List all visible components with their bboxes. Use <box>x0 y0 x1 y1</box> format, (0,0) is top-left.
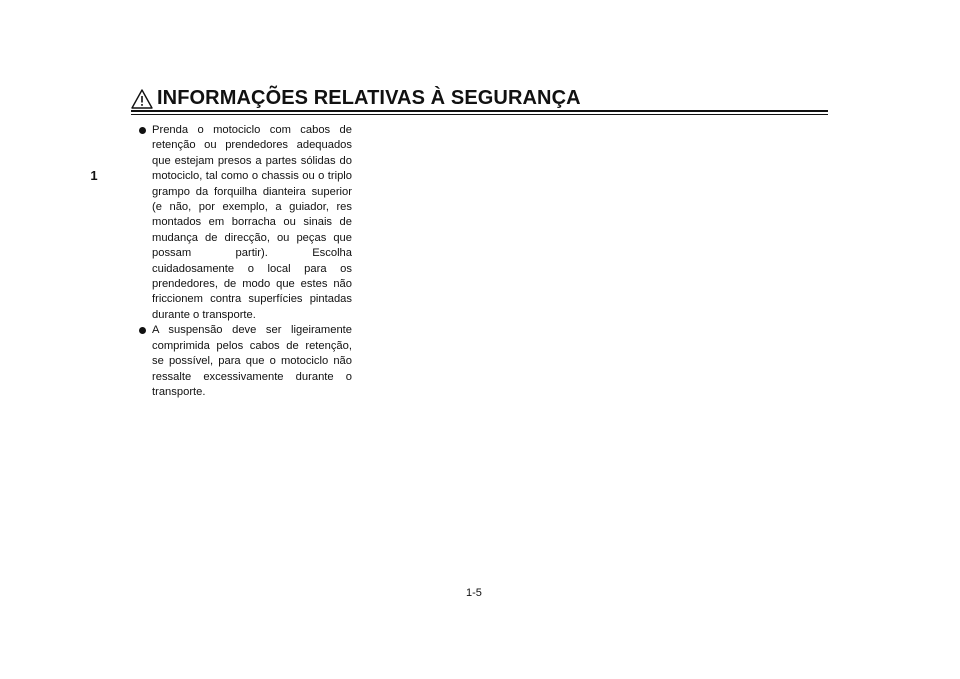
bullet-icon <box>139 127 146 134</box>
bullet-text: Prenda o motociclo com cabos de retenção ou prendedores adequados que estejam presos a partes sólidas do motociclo, tal como o chassis ou o triplo grampo da forquilha dianteira superior (e não, por exemplo, a guiador, res montados em borracha ou sinais de mudança de direcção, ou peças que possam partir). Escolha cuidadosamente o local para os prendedores, de modo que estes não friccionem contra superfícies pintadas durante o transporte. <box>152 124 352 321</box>
main-content <box>139 123 352 400</box>
chapter-tab: 1 <box>90 168 98 183</box>
page-title: INFORMAÇÕES RELATIVAS À SEGURANÇA <box>157 87 581 109</box>
list-item <box>139 323 352 400</box>
warning-triangle-icon <box>131 89 153 109</box>
bullet-text: A suspensão deve ser ligeiramente comprimida pelos cabos de retenção, se possível, para que o motociclo não ressalte excessivamente durante o transporte. <box>152 324 352 398</box>
section-header <box>131 84 831 116</box>
header-rule-thin <box>131 114 828 115</box>
page-number: 1-5 <box>466 587 482 599</box>
list-item <box>139 123 352 323</box>
bullet-icon <box>139 327 146 334</box>
header-rule <box>131 110 828 112</box>
